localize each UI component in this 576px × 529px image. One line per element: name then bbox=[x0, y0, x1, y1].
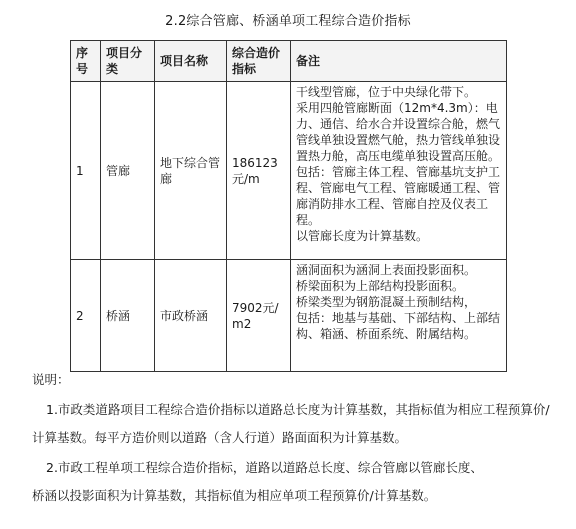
remark-line: 桥梁类型为钢筋混凝土预制结构， bbox=[296, 295, 477, 309]
note-text: 1.市政类道路项目工程综合造价指标以道路总长度为计算基数，其指标值为相应工程预算价/计算基数。每平方造价则以道路（含人行道）路面面积为计算基数。 bbox=[32, 402, 550, 445]
cell-cost: 186123元/m bbox=[227, 82, 291, 260]
header-category: 项目分类 bbox=[101, 41, 155, 82]
cell-category: 桥涵 bbox=[101, 260, 155, 372]
header-remark: 备注 bbox=[291, 41, 507, 82]
remark-line: 桥梁面积为上部结构投影面积。 bbox=[296, 279, 465, 293]
header-no: 序号 bbox=[71, 41, 101, 82]
header-cost: 综合造价指标 bbox=[227, 41, 291, 82]
cell-name: 地下综合管廊 bbox=[155, 82, 227, 260]
cell-no: 1 bbox=[71, 82, 101, 260]
cost-index-table bbox=[70, 40, 507, 372]
remark-line: 以管廊长度为计算基数。 bbox=[296, 229, 429, 243]
table-row bbox=[71, 82, 507, 260]
table-header-row bbox=[71, 41, 507, 82]
cell-name: 市政桥涵 bbox=[155, 260, 227, 372]
note-paragraph-2 bbox=[32, 454, 560, 510]
section-title: 2.2综合管廊、桥涵单项工程综合造价指标 bbox=[165, 14, 411, 29]
remark-line: 包括：管廊主体工程、管廊基坑支护工程、管廊电气工程、管廊暖通工程、管廊消防排水工程、管廊自控及仪表工程。 bbox=[296, 165, 501, 227]
header-name: 项目名称 bbox=[155, 41, 227, 82]
cell-remark bbox=[291, 82, 507, 260]
table-row bbox=[71, 260, 507, 372]
cell-cost: 7902元/m2 bbox=[227, 260, 291, 372]
cell-remark bbox=[291, 260, 507, 372]
cell-no: 2 bbox=[71, 260, 101, 372]
notes-heading: 说明： bbox=[32, 372, 70, 387]
remark-line: 涵洞面积为涵洞上表面投影面积。 bbox=[296, 263, 477, 277]
cell-category: 管廊 bbox=[101, 82, 155, 260]
note-text: 2.市政工程单项工程综合造价指标，道路以道路总长度、综合管廊以管廊长度、 bbox=[46, 460, 483, 475]
remark-line: 采用四舱管廊断面（12m*4.3m）：电力、通信、给水合并设置综合舱，燃气管线单独设置燃气舱，热力管线单独设置热力舱，高压电缆单独设置高压舱。 bbox=[296, 101, 501, 163]
remark-line: 包括：地基与基础、下部结构、上部结构、箱涵、桥面系统、附属结构。 bbox=[296, 311, 501, 341]
note-paragraph-1 bbox=[32, 396, 560, 452]
note-text: 桥涵以投影面积为计算基数，其指标值为相应单项工程预算价/计算基数。 bbox=[32, 488, 437, 503]
remark-line: 干线型管廊，位于中央绿化带下。 bbox=[296, 85, 477, 99]
